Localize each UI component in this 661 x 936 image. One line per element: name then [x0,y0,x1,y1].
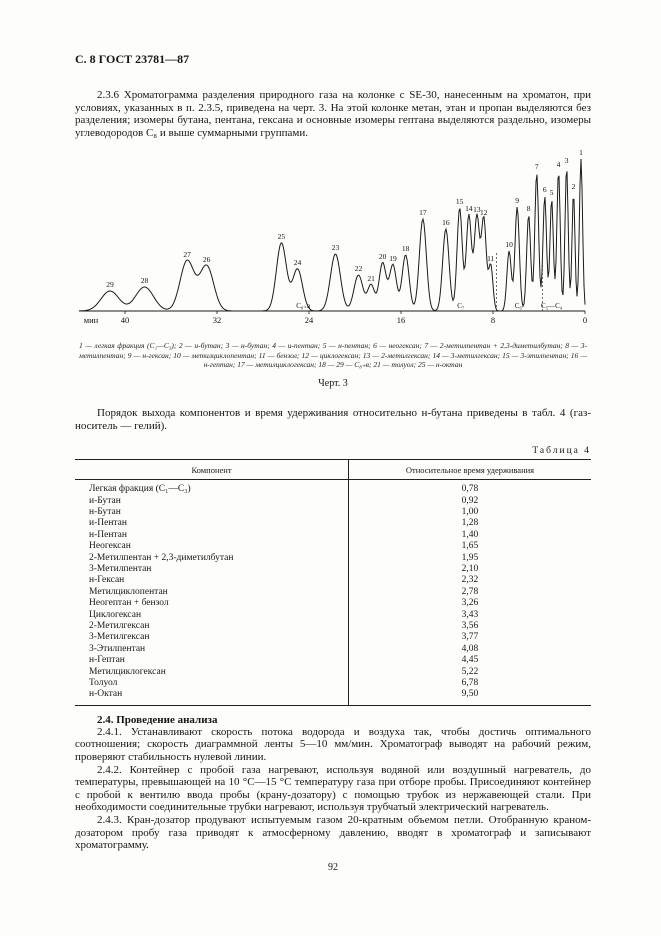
section-2-4-heading: 2.4. Проведение анализа [97,713,218,726]
retention-time-cell: 2,78 [461,586,479,597]
page-header: С. 8 ГОСТ 23781—87 [75,52,190,66]
table-row [75,644,591,655]
region-label: С₅—С₄ [541,302,563,311]
peak-number-label: 7 [534,162,539,172]
retention-time-cell: 3,26 [461,598,479,609]
peak-number-label: 24 [293,258,302,268]
retention-time-cell: 2,32 [461,575,479,586]
component-cell: Метилциклопентан [75,587,348,598]
component-cell: н-Гексан [75,575,348,586]
retention-time-cell: 4,45 [461,655,479,666]
table-row [75,507,591,518]
region-label: С₇ [457,302,465,311]
peak-number-label: 29 [106,280,114,290]
peak-number-label: 22 [354,264,363,274]
peak-number-label: 15 [455,197,464,207]
table-row [75,564,591,575]
table-label: Таблица 4 [532,446,591,457]
retention-time-cell: 1,28 [461,518,479,529]
table-row [75,655,591,666]
peak-number-label: 14 [465,204,473,214]
chromatogram-svg [75,145,591,331]
page-number: 92 [328,861,338,873]
table-row [75,496,591,507]
retention-table [75,459,591,706]
component-cell: Метилциклогексан [75,667,348,678]
retention-time-cell: 3,43 [461,609,479,620]
axis-unit-label: мин [83,315,99,326]
chromatogram-trace [79,159,585,311]
component-cell: 3-Метилпентан [75,564,348,575]
axis-tick-label: 32 [212,315,222,326]
peak-number-label: 19 [389,254,397,264]
table-row [75,575,591,586]
table-row [75,518,591,529]
axis-tick-label: 16 [396,315,406,326]
retention-time-cell: 0,78 [461,484,479,495]
peak-number-label: 16 [442,218,450,228]
component-cell: 2-Метилгексан [75,621,348,632]
peak-number-label: 5 [549,188,554,198]
retention-time-cell: 6,78 [461,678,479,689]
retention-time-cell: 1,95 [461,552,479,563]
retention-table-body [75,480,591,706]
region-label: С₆ [514,302,522,311]
table-row [75,632,591,643]
peak-number-label: 23 [331,243,340,253]
peak-number-label: 17 [419,208,427,218]
retention-time-cell: 0,92 [461,495,479,506]
component-cell: 3-Этилпентан [75,644,348,655]
para-2-3-6: 2.3.6 Хроматограмма разделения природного газа на колонке с SE-30, нанесенным на хроматон, при условиях, указанных в п. 2.3.5, приведена на черт. 3. На этой колонке метан, этан и пропан выделяются без разделения; изомеры бутана, пентана, гексана и основные изомеры гептана выделяются раздельно, изомеры углеводородов С₈ и выше суммарными группами. [75,89,591,139]
table-header-row [75,460,591,480]
para-2-4-1: 2.4.1. Устанавливают скорость потока водорода и воздуха так, чтобы достичь оптимального соотношения; скорость диаграммной ленты 5—10 мм/мин. Хроматограф выводят на рабочий режим, проверяют стабильность нулевой линии. [75,725,591,764]
retention-time-cell: 3,56 [461,621,479,632]
retention-time-cell: 4,08 [461,643,479,654]
axis-tick-label: 24 [304,315,314,326]
peak-number-label: 2 [571,182,576,192]
table-row [75,610,591,621]
component-cell: Толуол [75,678,348,689]
peak-number-label: 27 [183,250,191,260]
para-table-intro: Порядок выхода компонентов и время удерживания относительно н-бутана приведены в табл. 4 (газ-носитель — гелий). [75,406,591,432]
axis-tick-label: 40 [120,315,130,326]
para-2-4-2: 2.4.2. Контейнер с пробой газа нагревают, используя водяной или воздушный нагреватель, до температуры, превышающей на 10 °С—15 °С температуру газа при отборе пробы. Присоединяют контейнер с пробой к вентилю ввода пробы (крану-дозатору) с помощью трубок из нержавеющей стали. При необходимости соединительные трубки нагревают, используя трубчатый электрический нагреватель. [75,763,591,814]
retention-time-cell: 5,22 [461,666,479,677]
peak-number-label: 6 [542,185,547,195]
table-row [75,598,591,609]
peak-number-label: 13 [473,205,481,215]
peak-number-label: 26 [202,255,211,265]
retention-time-cell: 1,65 [461,541,479,552]
column-header-retention-time: Относительное время удерживания [348,460,591,480]
retention-time-cell: 2,10 [461,564,479,575]
component-cell: и-Пентан [75,518,348,529]
table-row [75,587,591,598]
table-row [75,621,591,632]
peak-number-label: 11 [487,254,495,264]
retention-time-cell: 1,40 [461,529,479,540]
component-cell: н-Бутан [75,507,348,518]
peak-number-label: 9 [515,196,520,206]
retention-time-cell: 3,77 [461,632,479,643]
peak-number-label: 10 [505,240,513,250]
figure-label: Черт. 3 [318,377,348,389]
table-row [75,667,591,678]
chromatogram-figure [75,145,591,389]
peak-number-label: 18 [401,244,410,254]
peak-number-label: 3 [564,156,569,166]
axis-tick-label: 8 [490,315,496,326]
component-cell: 3-Метилгексан [75,632,348,643]
region-label: С₈₊в [296,302,311,311]
table-row [75,553,591,564]
component-cell: и-Бутан [75,496,348,507]
peak-number-label: 4 [556,160,561,170]
component-cell: Неогептан + бензол [75,598,348,609]
retention-time-cell: 1,00 [461,506,479,517]
column-header-component: Компонент [75,460,348,480]
component-cell: Неогексан [75,541,348,552]
table-row [75,689,591,705]
component-cell: н-Октан [75,689,348,705]
retention-time-cell: 9,50 [461,689,479,700]
peak-number-label: 8 [526,204,531,214]
para-2-4-3: 2.4.3. Кран-дозатор продувают испытуемым газом 20-кратным объемом петли. Отобранную краном-дозатором пробу газа приводят к атмосферному давлению, вводят в хроматограф и записывают хроматограмму. [75,814,591,852]
peak-number-label: 28 [140,276,149,286]
component-cell: н-Гептан [75,655,348,666]
peak-number-label: 25 [277,232,286,242]
component-cell: Легкая фракция (С₁—С₃) [75,480,348,496]
table-row [75,678,591,689]
component-cell: 2-Метилпентан + 2,3-диметилбутан [75,553,348,564]
table-row [75,530,591,541]
component-cell: Циклогексан [75,610,348,621]
figure-caption: 1 — легкая фракция (С₁—С₃); 2 — и-бутан; 3 — н-бутан; 4 — и-пентан; 5 — н-пентан; 6 — неогексан; 7 — 2-метилпентан + 2,3-диметилбутан; 8 — 3-метилпентан; 9 — н-гексан; 10 — метилциклопентан; 11 — бензол; 12 — циклогексан; 13 — 2-метилгексан; 14 — 3-метилгексан; 15 — 3-этилпентан; 16 — н-гептан; 17 — метилциклогексан; 18 — 29 — С₈₊в; 21 — толуол; 25 — н-октан [79,341,587,369]
peak-number-label: 20 [378,252,387,262]
peak-number-label: 1 [579,148,583,158]
component-cell: н-Пентан [75,530,348,541]
table-row [75,541,591,552]
peak-number-label: 12 [480,208,488,218]
peak-number-label: 21 [367,274,375,284]
table-row [75,480,591,496]
axis-tick-label: 0 [582,315,588,326]
